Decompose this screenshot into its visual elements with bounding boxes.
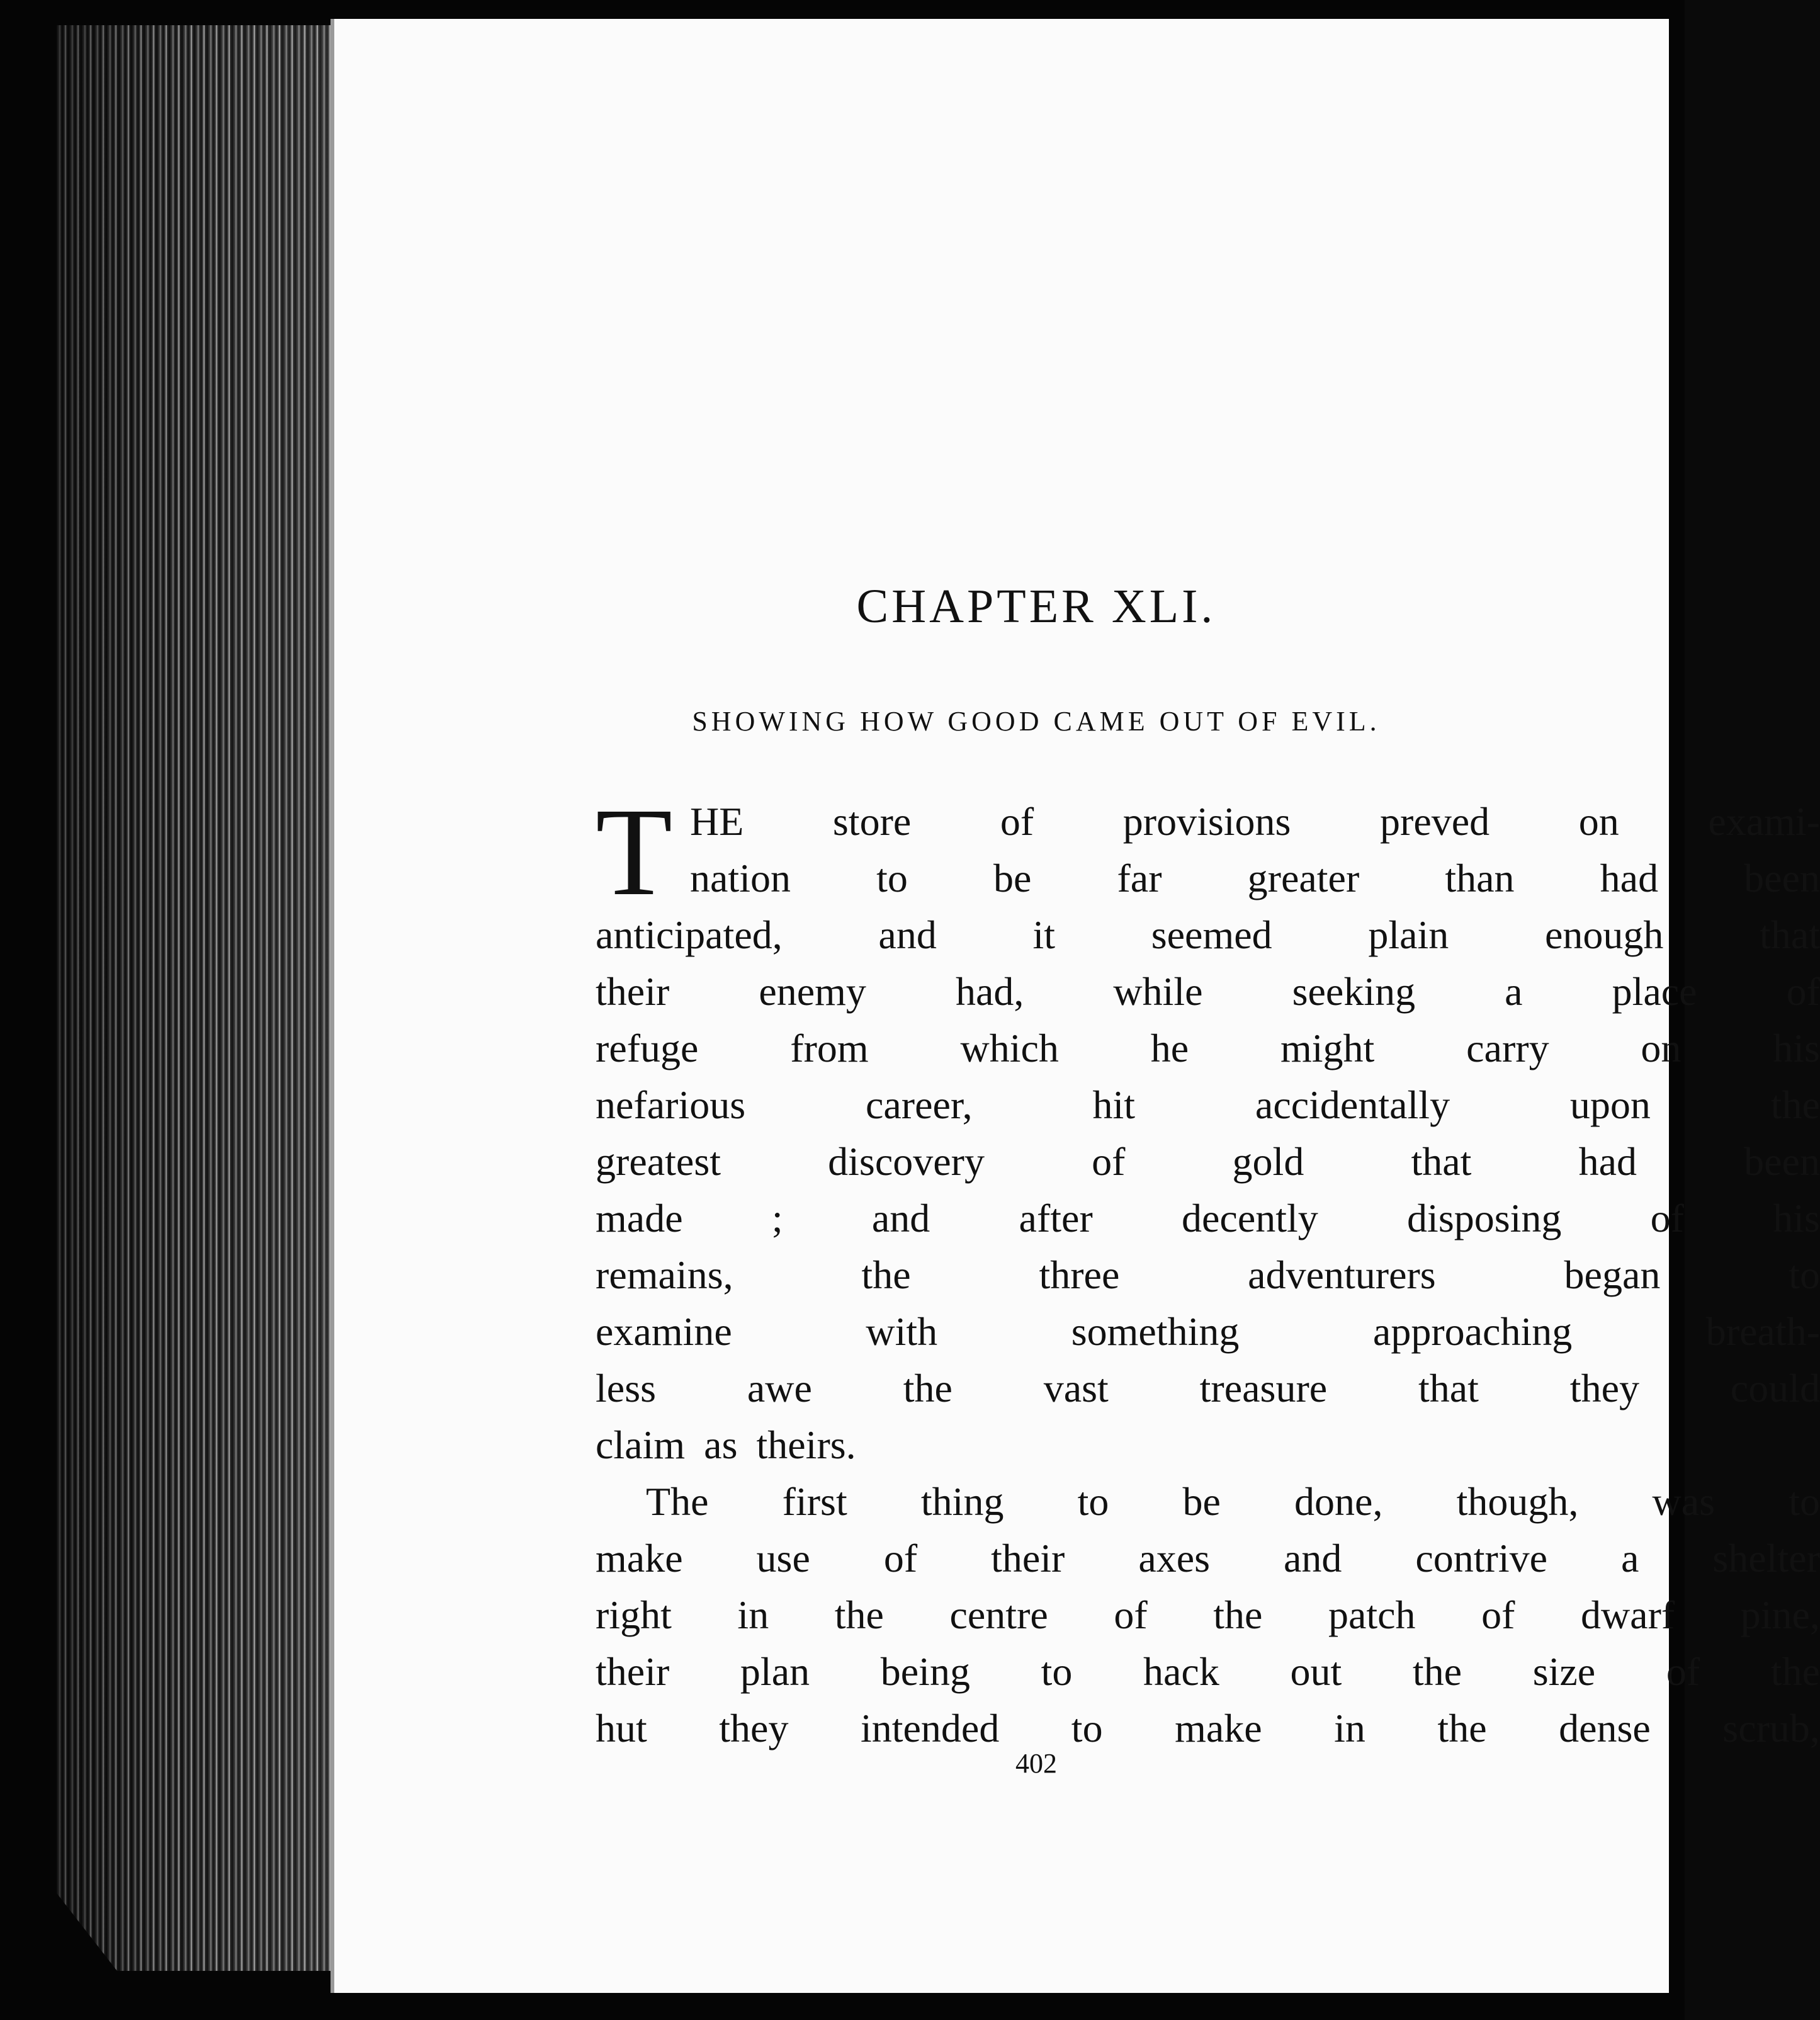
chapter-subtitle: SHOWING HOW GOOD CAME OUT OF EVIL. — [692, 706, 1381, 737]
text-line: their plan being to hack out the size of the — [596, 1649, 1820, 1694]
text-line: less awe the vast treasure that they could — [596, 1366, 1820, 1410]
text-line: HE store of provisions preved on exami- — [690, 799, 1820, 844]
page-number: 402 — [1015, 1748, 1057, 1779]
text-line: examine with something approaching breath- — [596, 1309, 1820, 1354]
drop-cap: T — [596, 783, 673, 922]
text-line: greatest discovery of gold that had been — [596, 1139, 1820, 1184]
text-line: made ; and after decently disposing of his — [596, 1196, 1820, 1240]
text-line: hut they intended to make in the dense scrub, — [596, 1706, 1820, 1750]
text-line: nation to be far greater than had been — [690, 856, 1820, 900]
chapter-title: CHAPTER XLI. — [856, 580, 1216, 633]
text-line: The first thing to be done, though, was to — [646, 1479, 1820, 1524]
text-line: anticipated, and it seemed plain enough that — [596, 912, 1820, 957]
text-line: refuge from which he might carry on his — [596, 1026, 1820, 1070]
book-page-edges — [57, 25, 359, 1971]
body-text — [596, 783, 1820, 1757]
text-line: right in the centre of the patch of dwarf pine, — [596, 1592, 1820, 1637]
book-page — [331, 19, 1820, 1993]
text-line: make use of their axes and contrive a shelter — [596, 1536, 1820, 1580]
text-line: remains, the three adventurers began to — [596, 1252, 1820, 1297]
text-line: their enemy had, while seeking a place of — [596, 969, 1820, 1014]
text-line: claim as theirs. — [596, 1422, 856, 1467]
text-line: nefarious career, hit accidentally upon the — [596, 1082, 1820, 1127]
